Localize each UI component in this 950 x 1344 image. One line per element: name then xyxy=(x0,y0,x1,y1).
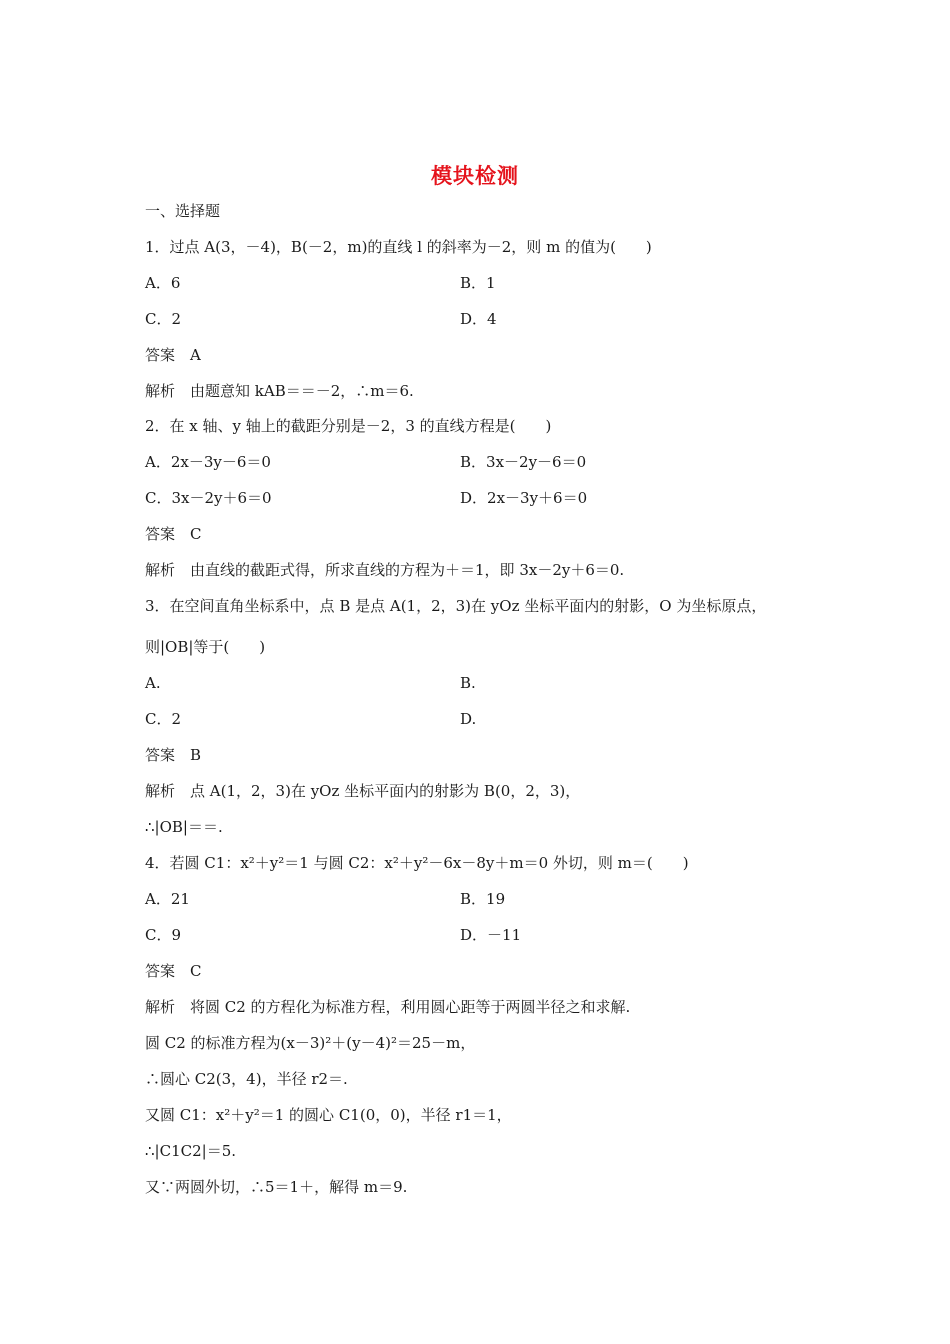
question-2-stem: 2．在 x 轴、y 轴上的截距分别是－2，3 的直线方程是( ) xyxy=(145,417,552,435)
question-4-analysis: 解析 将圆 C2 的方程化为标准方程，利用圆心距等于两圆半径之和求解. xyxy=(145,998,631,1016)
question-3-option-b: B. xyxy=(460,674,476,692)
question-3-option-a: A. xyxy=(145,674,161,692)
question-4-analysis-line-5: ∴|C1C2|＝5. xyxy=(145,1142,237,1160)
question-4-analysis-line-6: 又∵两圆外切，∴5＝1＋，解得 m＝9. xyxy=(145,1178,408,1196)
question-3-answer: 答案 B xyxy=(145,746,202,764)
question-4-option-b: B．19 xyxy=(460,890,506,908)
question-2-answer: 答案 C xyxy=(145,525,202,543)
question-1-option-d: D．4 xyxy=(460,310,497,328)
question-3-analysis-continued: ∴|OB|＝＝. xyxy=(145,818,223,836)
question-2-option-d: D．2x－3y＋6＝0 xyxy=(460,489,588,507)
question-1-answer: 答案 A xyxy=(145,346,201,364)
question-4-option-d: D．－11 xyxy=(460,926,522,944)
question-4-option-c: C．9 xyxy=(145,926,182,944)
question-3-option-d: D. xyxy=(460,710,477,728)
question-4-option-a: A．21 xyxy=(145,890,190,908)
question-4-stem: 4．若圆 C1：x²＋y²＝1 与圆 C2：x²＋y²－6x－8y＋m＝0 外切，则 m＝( ) xyxy=(145,854,689,872)
question-3-analysis: 解析 点 A(1，2，3)在 yOz 坐标平面内的射影为 B(0，2，3)， xyxy=(145,782,581,800)
question-1-option-b: B．1 xyxy=(460,274,496,292)
question-4-analysis-line-2: 圆 C2 的标准方程为(x－3)²＋(y－4)²＝25－m， xyxy=(145,1034,476,1052)
question-4-analysis-line-4: 又圆 C1：x²＋y²＝1 的圆心 C1(0，0)，半径 r1＝1， xyxy=(145,1106,512,1124)
question-4-analysis-line-3: ∴圆心 C2(3，4)，半径 r2＝. xyxy=(145,1070,348,1088)
question-2-analysis: 解析 由直线的截距式得，所求直线的方程为＋＝1，即 3x－2y＋6＝0. xyxy=(145,561,625,579)
question-4-answer: 答案 C xyxy=(145,962,202,980)
question-3-stem-continued: 则|OB|等于( ) xyxy=(145,638,266,656)
question-3-option-c: C．2 xyxy=(145,710,182,728)
question-3-stem: 3．在空间直角坐标系中，点 B 是点 A(1，2，3)在 yOz 坐标平面内的射影，O 为坐标原点， xyxy=(145,597,767,615)
page-title: 模块检测 xyxy=(431,163,519,188)
question-1-analysis: 解析 由题意知 kAB＝＝－2，∴m＝6. xyxy=(145,382,414,400)
question-1-option-a: A．6 xyxy=(145,274,181,292)
question-2-option-c: C．3x－2y＋6＝0 xyxy=(145,489,272,507)
question-1-option-c: C．2 xyxy=(145,310,182,328)
question-2-option-a: A．2x－3y－6＝0 xyxy=(145,453,271,471)
question-2-option-b: B．3x－2y－6＝0 xyxy=(460,453,587,471)
question-1-stem: 1．过点 A(3，－4)，B(－2，m)的直线 l 的斜率为－2，则 m 的值为( ) xyxy=(145,238,652,256)
section-heading: 一、选择题 xyxy=(145,202,221,220)
